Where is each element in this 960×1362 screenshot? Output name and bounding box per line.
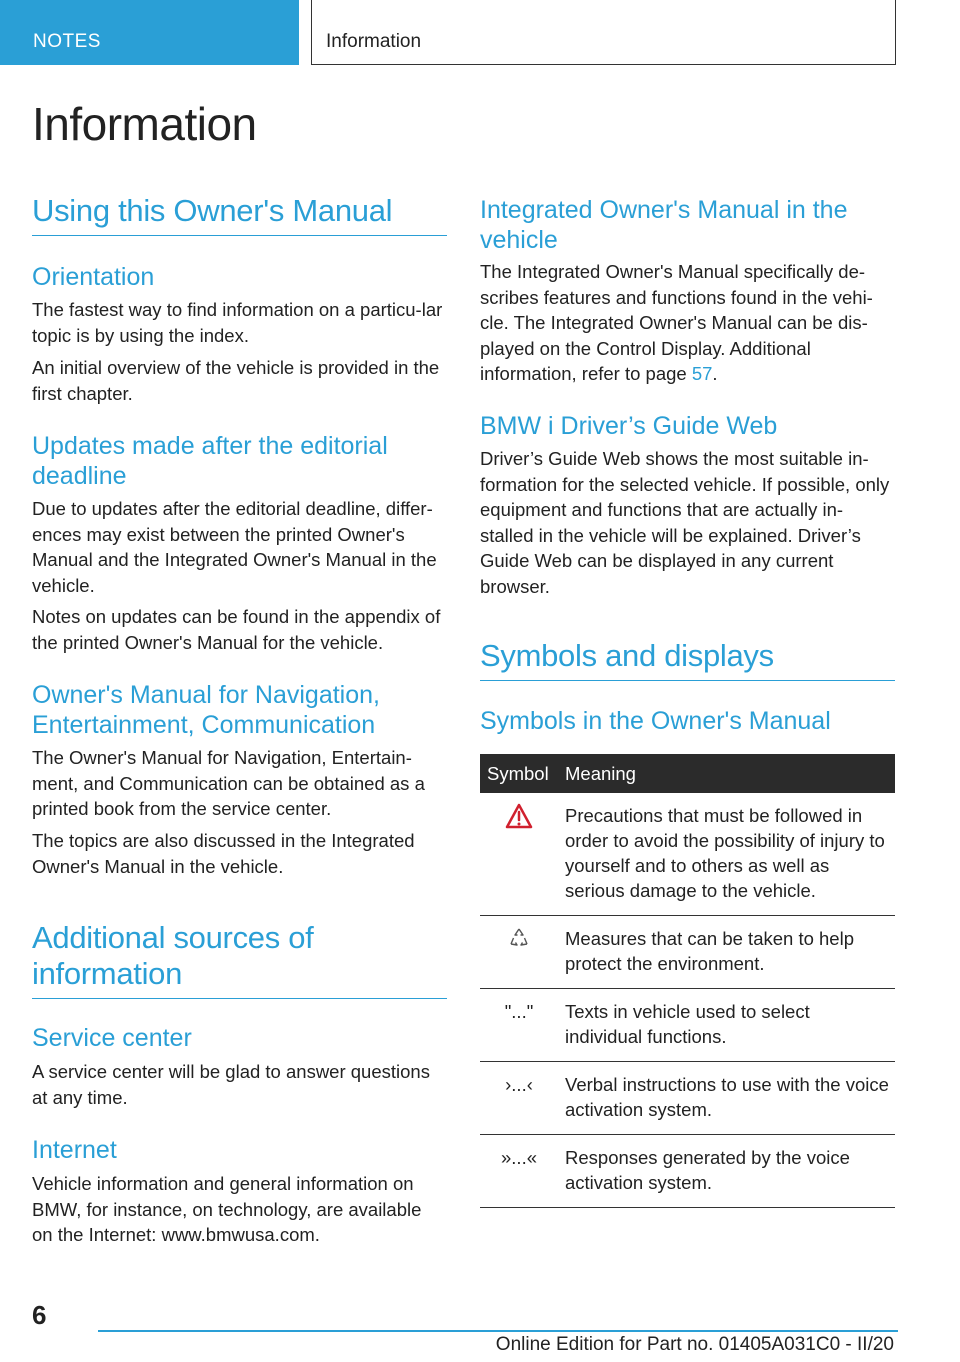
heading-drivers-guide: BMW i Driver’s Guide Web	[480, 412, 778, 440]
paragraph-integrated-manual-text: The Integrated Owner's Manual specifically de-scribes features and functions found in the vehi-cle. The Integrated Owner's Manual can be dis-played on the Control Display. Additional information, refer to page	[480, 261, 873, 384]
paragraph-orientation-2: An initial overview of the vehicle is provided in the first chapter.	[32, 357, 440, 404]
chapter-tab-information[interactable]: Information	[311, 0, 896, 65]
heading-using-manual: Using this Owner's Manual	[32, 193, 447, 236]
paragraph-nav-manual-1: The Owner's Manual for Navigation, Entertain-ment, and Communication can be obtained as a printed book from the service center.	[32, 747, 425, 819]
symbol-cell: ›...‹	[480, 1062, 558, 1135]
page-title: Information	[32, 98, 257, 150]
footer-edition: Online Edition for Part no. 01405A031C0 - II/20	[495, 1334, 894, 1355]
symbol-cell: "..."	[480, 989, 558, 1062]
symbol-cell: »...«	[480, 1135, 558, 1208]
table-row	[480, 916, 895, 989]
table-row	[480, 1062, 895, 1135]
table-row	[480, 989, 895, 1062]
warning-triangle-icon	[505, 803, 533, 829]
heading-additional-sources: Additional sources of information	[32, 920, 447, 999]
heading-integrated-manual: Integrated Owner's Manual in the vehicle	[480, 196, 848, 254]
heading-service-center: Service center	[32, 1024, 192, 1052]
symbol-cell	[480, 916, 558, 989]
paragraph-service-center: A service center will be glad to answer questions at any time.	[32, 1061, 430, 1108]
meaning-cell: Responses generated by the voice activation system.	[558, 1135, 895, 1208]
meaning-cell: Verbal instructions to use with the voice activation system.	[558, 1062, 895, 1135]
table-row	[480, 793, 895, 916]
paragraph-orientation-1: The fastest way to find information on a particu-lar topic is by using the index.	[32, 299, 443, 346]
paragraph-updates-1: Due to updates after the editorial deadline, differ-ences may exist between the printed Owner's Manual and the Integrated Owner's Manual in the vehicle.	[32, 498, 437, 596]
symbols-table	[480, 754, 895, 1208]
page-number: 6	[32, 1300, 47, 1330]
paragraph-internet: Vehicle information and general information on BMW, for instance, on technology, are available on the Internet: www.bmwusa.com.	[32, 1173, 422, 1245]
column-header-meaning: Meaning	[558, 754, 895, 793]
paragraph-drivers-guide: Driver’s Guide Web shows the most suitable in-formation for the selected vehicle. If possible, only equipment and functions that are actually in-stalled in the vehicle will be explained. Driver’s Guide Web can be displayed in any current browser.	[480, 448, 890, 597]
paragraph-nav-manual-2: The topics are also discussed in the Integrated Owner's Manual in the vehicle.	[32, 830, 415, 877]
table-header-row	[480, 754, 895, 793]
paragraph-integrated-manual	[480, 259, 895, 387]
meaning-cell: Measures that can be taken to help protect the environment.	[558, 916, 895, 989]
meaning-cell: Precautions that must be followed in order to avoid the possibility of injury to yourself and to others as well as serious damage to the vehicle.	[558, 793, 895, 916]
footer-divider	[98, 1330, 898, 1332]
section-tab-notes[interactable]: NOTES	[0, 0, 299, 65]
paragraph-integrated-manual-end: .	[712, 363, 718, 384]
symbol-cell	[480, 793, 558, 916]
meaning-cell: Texts in vehicle used to select individual functions.	[558, 989, 895, 1062]
heading-orientation: Orientation	[32, 263, 155, 291]
environment-icon	[507, 926, 531, 950]
column-header-symbol: Symbol	[480, 754, 558, 793]
heading-internet: Internet	[32, 1136, 117, 1164]
page-reference-link[interactable]: 57	[691, 363, 713, 384]
heading-symbols-manual: Symbols in the Owner's Manual	[480, 707, 831, 735]
heading-symbols-displays: Symbols and displays	[480, 638, 895, 681]
table-row	[480, 1135, 895, 1208]
heading-updates: Updates made after the editorial deadline	[32, 432, 388, 490]
paragraph-updates-2: Notes on updates can be found in the appendix of the printed Owner's Manual for the vehicle.	[32, 606, 441, 653]
heading-nav-manual: Owner's Manual for Navigation, Entertainment, Communication	[32, 681, 380, 739]
